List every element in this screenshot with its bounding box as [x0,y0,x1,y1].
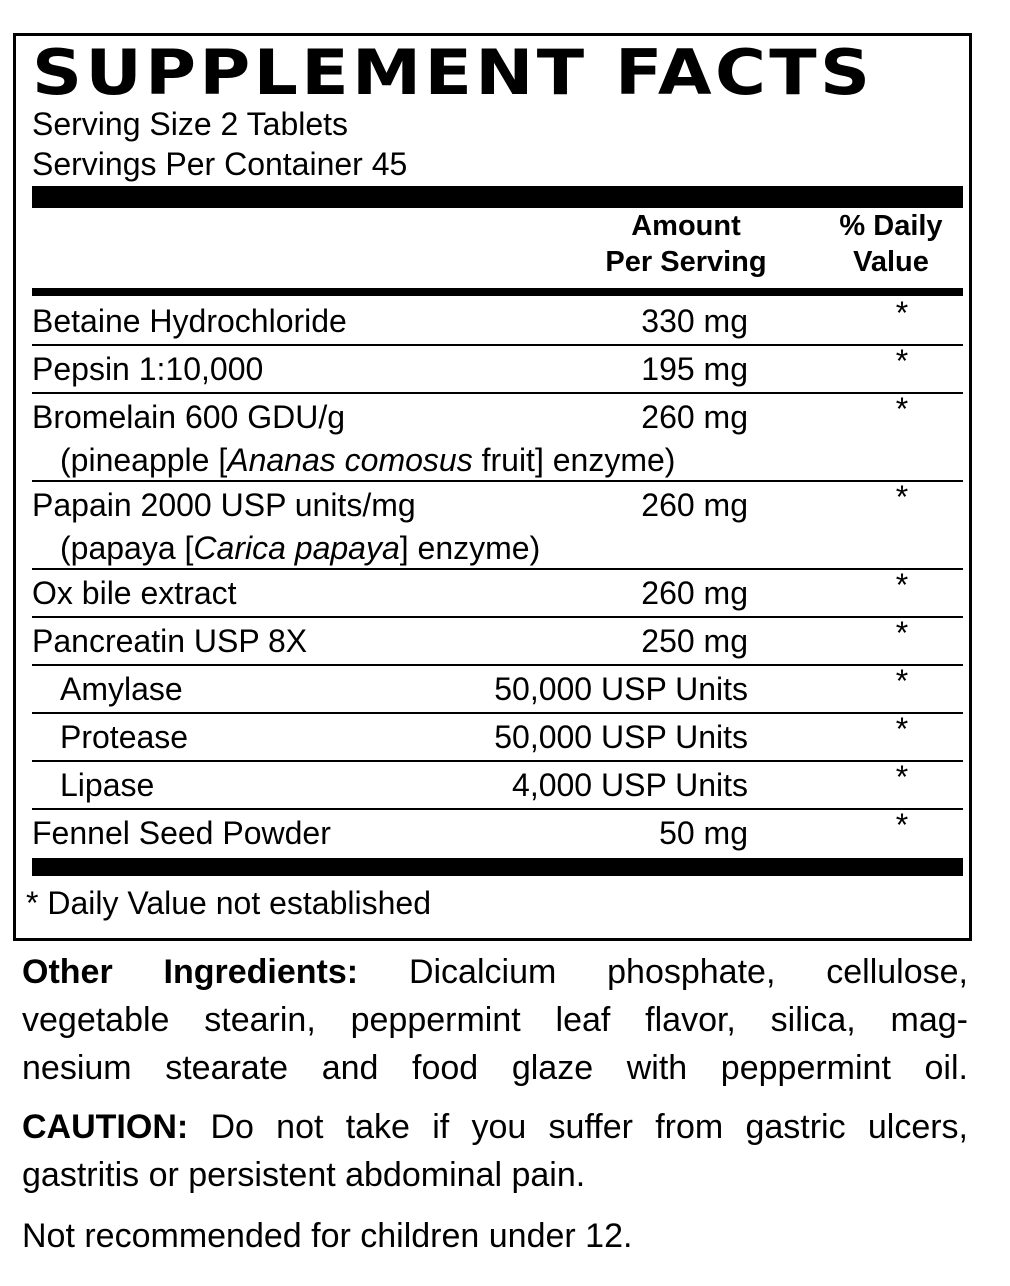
other-ingredients: Other Ingredients: Dicalcium phosphate, cellulose, vegetable stearin, peppermint leaf flavor, silica, mag- nesium stearate and food glaze with peppermint oil. [22,953,968,1087]
daily-value: * [895,343,909,379]
table-row [32,711,963,762]
ingredient-name: Betaine Hydrochloride [32,303,347,339]
ingredient-name: Bromelain 600 GDU/g [32,399,346,435]
ingredient-amount: 50,000 USP Units [494,671,748,707]
table-row [32,295,963,346]
ingredient-name: Fennel Seed Powder [32,815,331,851]
ingredient-source-note: (pineapple [Ananas comosus fruit] enzyme) [60,442,676,478]
ingredient-amount: 260 mg [641,575,748,611]
ingredient-amount: 195 mg [641,351,748,387]
daily-value-header: % Daily Value [839,210,943,278]
table-row [32,391,963,482]
daily-value: * [895,391,909,427]
ingredient-amount: 50 mg [659,815,748,851]
servings-per-container: Servings Per Container 45 [32,146,408,182]
daily-value: * [895,711,909,747]
thick-divider-top [32,186,963,208]
amount-per-serving-header: Amount Per Serving [605,210,767,278]
other-ingredients-heading: Other Ingredients: [22,953,359,991]
children-warning: Not recommended for children under 12. [22,1217,633,1255]
label-title: SUPPLEMENT FACTS [32,36,874,109]
daily-value: * [895,759,909,795]
thick-divider-bottom [32,858,963,876]
daily-value: * [895,615,909,651]
table-row [32,343,963,394]
table-row [32,567,963,618]
table-row [32,807,963,858]
medium-divider [32,288,963,296]
ingredient-name: Amylase [60,671,183,707]
ingredient-amount: 4,000 USP Units [512,767,748,803]
ingredient-name: Ox bile extract [32,575,237,611]
ingredient-amount: 260 mg [641,487,748,523]
daily-value: * [895,479,909,515]
ingredient-amount: 330 mg [641,303,748,339]
table-row [32,615,963,666]
table-row [32,479,963,570]
table-row [32,759,963,810]
caution-heading: CAUTION: [22,1108,189,1146]
ingredient-name: Pancreatin USP 8X [32,623,308,659]
daily-value-footnote: * Daily Value not established [26,885,431,921]
ingredient-name: Papain 2000 USP units/mg [32,487,416,523]
ingredient-source-note: (papaya [Carica papaya] enzyme) [60,530,541,566]
ingredient-amount: 260 mg [641,399,748,435]
daily-value: * [895,567,909,603]
ingredient-name: Protease [60,719,189,755]
ingredient-amount: 50,000 USP Units [494,719,748,755]
daily-value: * [895,663,909,699]
daily-value: * [895,295,909,331]
serving-size: Serving Size 2 Tablets [32,106,349,142]
ingredient-amount: 250 mg [641,623,748,659]
supplement-facts-panel [13,33,972,941]
daily-value: * [895,807,909,843]
caution-text: CAUTION: Do not take if you suffer from gastric ulcers, gastritis or persistent abdominal pain. [22,1108,968,1194]
ingredient-name: Pepsin 1:10,000 [32,351,264,387]
ingredient-name: Lipase [60,767,155,803]
table-row [32,663,963,714]
